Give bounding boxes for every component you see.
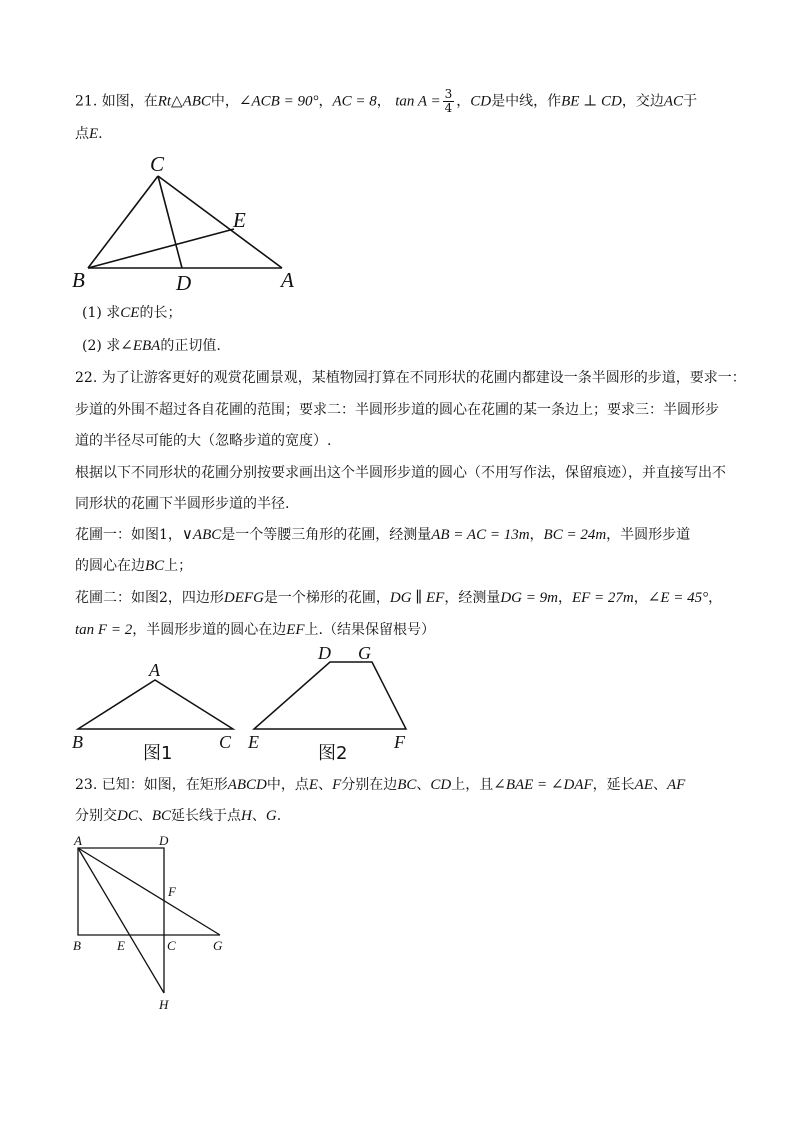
text: 、 [251, 808, 266, 824]
label-c: C [167, 938, 176, 953]
label-a: A [281, 268, 294, 292]
math: DC [117, 808, 138, 824]
label-h: H [159, 997, 169, 1012]
question-number: 21. [75, 93, 98, 110]
fig2-label-d: D [318, 643, 331, 663]
text: ，半圆形步道的圆心在边 [132, 622, 287, 638]
label-c: C [150, 152, 165, 176]
text: ， [318, 93, 333, 110]
text: 是一个等腰三角形的花圃，经测量 [221, 527, 432, 543]
label-b: B [72, 268, 85, 292]
math: Rt△ABC [157, 93, 211, 110]
text: 花圃二：如图2，四边形 [75, 590, 224, 606]
text: 是一个梯形的花圃， [263, 590, 390, 606]
text: . [98, 126, 103, 142]
label-f: F [168, 884, 176, 899]
label-e: E [117, 938, 125, 953]
text: 、 [652, 777, 667, 793]
label-g: G [213, 938, 223, 953]
fig2-label-f: F [394, 732, 405, 752]
text: 点 [75, 126, 89, 142]
fraction-numerator: 3 [444, 87, 453, 101]
line-aeh [78, 848, 164, 993]
math: F [332, 777, 342, 793]
text: ， [557, 590, 572, 606]
text: 如图，在 [101, 93, 158, 110]
text: 延长线于点 [171, 808, 242, 824]
fig2-label-g: G [358, 643, 371, 663]
text: 上.（结果保留根号） [304, 622, 435, 638]
q22-line2: 步道的外围不超过各自花圃的范围；要求二：半圆形步道的圆心在花圃的某一条边上；要求三：半圆形步 [75, 402, 719, 418]
math: CE [120, 305, 140, 321]
fig1-caption: 图1 [143, 743, 173, 764]
text: 的长； [139, 305, 182, 321]
text: (2) 求 [82, 338, 121, 354]
math: ∠EBA [120, 338, 161, 354]
math: EF [286, 622, 305, 638]
label-d: D [176, 271, 192, 295]
math: tan A = [395, 93, 441, 110]
math: BC [145, 558, 165, 574]
math: BC [151, 808, 172, 824]
math: ∠ACB = 90° [238, 93, 319, 110]
math: ∨ABC [181, 527, 222, 543]
text: 分别交 [75, 808, 117, 824]
text: ，交边 [621, 93, 664, 110]
math: DG ∥ EF [389, 590, 445, 606]
math: E [308, 777, 319, 793]
label-a: A [74, 833, 82, 848]
text: 上，且 [451, 777, 494, 793]
text: 中，点 [266, 777, 309, 793]
text: 分别在边 [341, 777, 398, 793]
label-d: D [159, 833, 169, 848]
math: AC = 8 [332, 93, 377, 110]
text: ， [633, 590, 648, 606]
text: . [276, 808, 282, 824]
text: ， [456, 93, 471, 110]
text: 于 [683, 93, 698, 110]
text: 是中线，作 [491, 93, 562, 110]
math: CD [470, 93, 492, 110]
text: ，经测量 [444, 590, 501, 606]
fig2-label-e: E [248, 732, 259, 752]
fraction-denominator: 4 [444, 101, 453, 115]
q22-line3: 道的半径尽可能的大（忽略步道的宽度）. [75, 433, 332, 449]
math: DG = 9m [500, 590, 558, 606]
math: EF = 27m [571, 590, 634, 606]
math: ∠E = 45° [647, 590, 709, 606]
fig1-label-b: B [72, 732, 83, 752]
math: ∠BAE = ∠DAF [493, 777, 593, 793]
fig1-label-c: C [219, 732, 232, 752]
math: ABCD [227, 777, 267, 793]
math: H [241, 808, 252, 824]
text: ， [529, 527, 544, 543]
math: G [265, 808, 277, 824]
fig1-label-a: A [149, 660, 160, 680]
text: 、 [416, 777, 431, 793]
math: AE [634, 777, 653, 793]
text: 上； [164, 558, 193, 574]
text: 23. 已知：如图，在矩形 [75, 777, 228, 793]
math: AB = AC = 13m [431, 527, 530, 543]
q22-line1: 22. 为了让游客更好的观赏花圃景观，某植物园打算在不同形状的花圃内都建设一条半圆形的步道，要求一： [75, 370, 746, 386]
math: AC [663, 93, 684, 110]
math: BC [397, 777, 417, 793]
text: (1) 求 [82, 305, 121, 321]
q22-line5: 同形状的花圃下半圆形步道的半径. [75, 496, 290, 512]
text: 、 [318, 777, 333, 793]
text: 的圆心在边 [75, 558, 145, 574]
math: tan F = 2 [75, 622, 133, 638]
text: 中， [210, 93, 239, 110]
q22-line4: 根据以下不同形状的花圃分别按要求画出这个半圆形步道的圆心（不用写作法，保留痕迹），并直接写出不 [75, 465, 726, 481]
fig2-caption: 图2 [318, 743, 348, 764]
label-b: B [73, 938, 81, 953]
text: 的正切值. [160, 338, 221, 354]
text: 、 [137, 808, 152, 824]
text: ，延长 [592, 777, 635, 793]
math: BC = 24m [543, 527, 607, 543]
text: ， [708, 590, 723, 606]
math: BE ⊥ CD [561, 93, 622, 110]
math: AF [666, 777, 686, 793]
line-afg [78, 848, 220, 935]
text: ，半圆形步道 [606, 527, 691, 543]
math: CD [430, 777, 452, 793]
text: ， [376, 93, 391, 110]
text: 花圃一：如图1， [75, 527, 182, 543]
math: E [89, 126, 99, 142]
label-e: E [233, 208, 246, 232]
rectangle-abcd [78, 848, 164, 935]
math: DEFG [223, 590, 264, 606]
